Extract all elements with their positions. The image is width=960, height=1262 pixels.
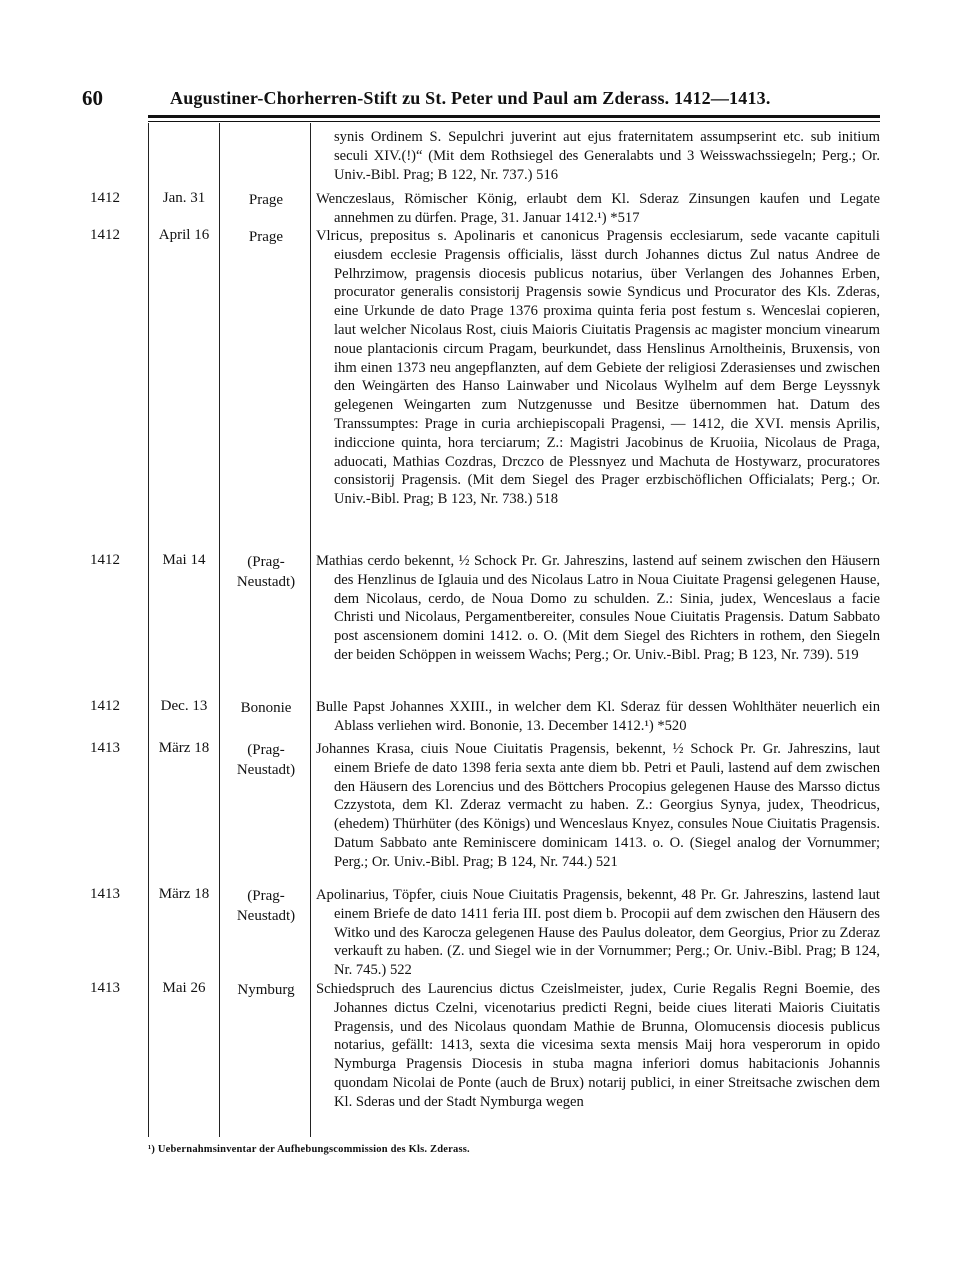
running-title: Augustiner-Chorherren-Stift zu St. Peter und Paul am Zderass. 1412—1413. — [170, 88, 771, 108]
entry-place: Nymburg — [237, 982, 295, 998]
entry-date: Mai 14 — [162, 552, 206, 568]
continuation-text — [334, 128, 880, 184]
entry-date: März 18 — [158, 886, 210, 902]
entry-text: Mathias cerdo bekennt, ½ Schock Pr. Gr. Jahreszins, lastend auf seinem zwischen den Häusern des Henzlinus de Iglauia und des Nicolaus Latro in Noua Ciuitate Pragensi gelegenen Hause, dem Nicolaus, cerdo, de Noua Domo zu schulden. Z.: Sinia, judex, Wenceslaus a facie Christi und Nicolaus, Pergamentbereiter, consules Noue Ciuitatis Pragensis. Datum Sabbato post ascensionem domini 1412. o. O. (Mit dem Siegel des Richters in rothem, den Siegeln der beiden Schöppen in weissem Wachs; Perg.; Or. Univ.-Bibl. Prag; B 123, Nr. 739). 519 — [316, 553, 880, 663]
entry-place: Prage — [248, 229, 284, 245]
header-rule-thin — [148, 121, 880, 122]
footnote: ¹) Uebernahmsinventar der Aufhebungscommission des Kls. Zderass. — [148, 1144, 470, 1155]
entry-date: Dec. 13 — [160, 698, 208, 714]
entry-year: 1413 — [90, 740, 120, 756]
entry-year: 1413 — [90, 886, 120, 902]
entry-date: Mai 26 — [162, 980, 206, 996]
entry-place: (Prag-Neustadt) — [236, 742, 296, 778]
entry-text: Apolinarius, Töpfer, ciuis Noue Ciuitatis Pragensis, bekennt, 48 Pr. Gr. Jahreszins, lastend laut einem Briefe de dato 1411 feria III. post diem b. Procopii auf dem zwischen den Häusern des Witko und des Karocza gelegenen Hause des Paulus doleator, dem Georgius, Prior zu Zderaz verkauft zu haben. (Z. und Siegel wie in der Vornummer; Perg.; Or. Univ.-Bibl. Prag; B 124, Nr. 745.) 522 — [316, 887, 880, 979]
entry-text: Vlricus, prepositus s. Apolinaris et canonicus Pragensis ecclesiarum, sede vacante capituli eiusdem ecclesie Pragensis officialis, lässt durch Johannes dictus Zul natus Andree de Pelhrzimow, pragensis diocesis publicus notarius, über Verlangen des Johannes Erben, procurator generalis consistorij Pragensis sowie Syndicus und Procurator des Kls. Zderas, eine Urkunde de dato Prage 1376 proxima quinta feria post festum s. Wenceslai copieren, laut welcher Nicolaus Rost, ciuis Maioris Ciuitatis Pragensis ac magister moncium vinearum noue plantacionis circum Pragam, beurkundet, dass Henslinus Arnoltheinis, Bruxensis, von ihm einen 1373 neu angepflanzten, auf dem Gebiete der religiosi Zderasienses und zwischen den Weingärten des Hanso Lainwaber und Nicolaus Wylhelm auf dem Berge Leyssnyk gelegenen Weingarten zum Nutzgenusse und Besitze übernommen hat. Datum des Transsumptes: Prage in curia archiepiscopali Pragensi, — 1412, die XVI. mensis Aprilis, indiccione quinta, hora terciarum; Z.: Magistri Jacobinus de Kruoiia, Nicolaus de Praga, aduocati, Mathias Cozdras, Drczco de Plessnyez und Machuta de Hostywarz, procuratores consistorij Pragensis. (Mit dem Siegel des Prager erzbischöflichen Officialats; Perg.; Or. Univ.-Bibl. Prag; B 123, Nr. 738.) 518 — [316, 228, 880, 508]
entry-place: Prage — [248, 192, 284, 208]
page-number: 60 — [82, 86, 103, 110]
entry-text: Bulle Papst Johannes XXIII., in welcher dem Kl. Sderaz für dessen Wohlthäter neuerlich ein Ablass verliehen wird. Bononie, 13. December 1412.¹) *520 — [316, 699, 880, 734]
entry-text: Johannes Krasa, ciuis Noue Ciuitatis Pragensis, bekennt, ½ Schock Pr. Gr. Jahreszins, laut einem Briefe de dato 1398 feria sexta ante diem bb. Petri et Pauli, lastend auf dem zwischen den Häusern des Lorencius und des Böttchers Procopius gelegenen Hause des Marsso dictus Czzystota, dem Kl. Zderaz vermacht zu haben. Z.: Georgius Synya, judex, Theodricus, (ehedem) Thürhüter (des Königs) und Wenceslaus Knyez, consules Noue Ciuitatis Pragensis. Datum Sabbato ante Reminiscere dominicam 1413. o. O. (Siegel analog der Vornummer; Perg.; Or. Univ.-Bibl. Prag; B 124, Nr. 744.) 521 — [316, 741, 880, 870]
entry-place: (Prag-Neustadt) — [236, 888, 296, 924]
entry-place: Bononie — [240, 700, 292, 716]
entry-year: 1412 — [90, 227, 120, 243]
entry-year: 1412 — [90, 552, 120, 568]
column-divider-place-text — [310, 123, 311, 1137]
entry-date: April 16 — [158, 227, 210, 243]
column-divider-date-place — [219, 123, 220, 1137]
entry-text: Schiedspruch des Laurencius dictus Czeislmeister, judex, Curie Regalis Regni Boemie, des Johannes dictus Czelni, vicenotarius predicti Regni, beide ciues literati Maioris Ciuitatis Pragensis, und des Nicolaus quondam Mathie de Brunna, Olomucensis diocesis publicus notarius, gefällt: 1413, sexta die vicesima sexta mensis Maij hora vesperorum in opido Nymburga Pragensis Diocesis in stuba magna inferiori domus habitacionis Johannis quondam Nicolai de Ponte (auch de Brux) notarij publici, in einer Streitsache zwischen dem Kl. Sderas und der Stadt Nymburga wegen — [316, 981, 880, 1110]
entry-date: Jan. 31 — [162, 190, 206, 206]
entry-date: März 18 — [158, 740, 210, 756]
header-rule-thick — [148, 115, 880, 118]
running-head — [82, 86, 882, 116]
continuation-paragraph: synis Ordinem S. Sepulchri juverint aut ejus fraternitatem assumpserint etc. sub initium seculi XIV.(!)“ (Mit dem Rothsiegel des Generalabts und 3 Weisswachssiegeln; Perg.; Or. Univ.-Bibl. Prag; B 122, Nr. 737.) 516 — [334, 129, 880, 183]
column-divider-year-date — [148, 123, 149, 1137]
entry-year: 1412 — [90, 190, 120, 206]
entry-year: 1412 — [90, 698, 120, 714]
entry-text: Wenczeslaus, Römischer König, erlaubt dem Kl. Sderaz Zinsungen kaufen und Legate annehmen zu dürfen. Prage, 31. Januar 1412.¹) *517 — [316, 191, 880, 226]
entry-year: 1413 — [90, 980, 120, 996]
entry-place: (Prag-Neustadt) — [236, 554, 296, 590]
